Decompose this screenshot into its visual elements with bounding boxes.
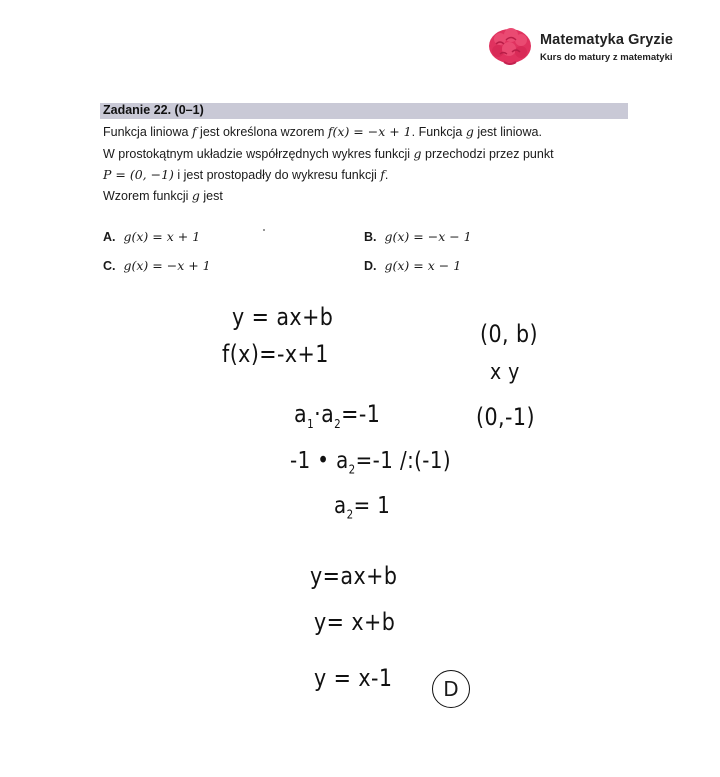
handwritten-line: y = x-1: [314, 664, 393, 692]
text-span: i jest prostopadły do wykresu funkcji: [173, 168, 381, 182]
handwritten-line: y=ax+b: [310, 562, 398, 590]
text-span: Funkcja liniowa: [103, 125, 192, 139]
handwritten-line: f(x)=-x+1: [222, 340, 329, 368]
handwritten-line: [290, 448, 451, 477]
text-span: . Funkcja: [411, 125, 466, 139]
answer-letter: B.: [364, 230, 377, 244]
math-g: g: [465, 124, 474, 139]
hw-subscript: 2: [346, 507, 354, 522]
text-span: jest określona wzorem: [196, 125, 328, 139]
stray-dot: [263, 229, 265, 231]
hw-part: a: [321, 400, 335, 428]
brand-logo: [486, 24, 716, 80]
handwritten-note: x y: [490, 360, 520, 385]
handwritten-note: (0, b): [480, 320, 539, 348]
hw-part: -1 • a: [290, 448, 349, 474]
answer-option-a: [103, 229, 200, 244]
answer-expression: g(x) = x − 1: [384, 258, 462, 273]
math-point: P = (0, −1): [103, 167, 174, 182]
task-text-line-3: [103, 167, 388, 182]
answer-option-b: [364, 229, 472, 244]
text-span: przechodzi przez punkt: [421, 147, 554, 161]
handwritten-line: y= x+b: [314, 608, 396, 636]
text-span: jest: [199, 189, 223, 203]
task-text-line-2: [103, 146, 554, 161]
circled-answer-letter: D: [443, 677, 459, 701]
answer-letter: C.: [103, 259, 116, 273]
hw-part: ·: [314, 400, 322, 428]
logo-title: Matematyka Gryzie: [540, 32, 674, 48]
math-g: g: [413, 146, 422, 161]
answer-option-c: [103, 258, 211, 273]
task-header: [100, 103, 628, 119]
text-span: Wzorem funkcji: [103, 189, 192, 203]
handwritten-line: y = ax+b: [232, 303, 334, 331]
handwritten-line: [294, 400, 380, 431]
answer-expression: g(x) = −x + 1: [123, 258, 211, 273]
logo-subtitle: Kurs do matury z matematyki: [540, 52, 673, 63]
task-title: Zadanie 22. (0–1): [103, 103, 204, 117]
hw-subscript: 1: [307, 416, 315, 431]
hw-part: = 1: [353, 493, 391, 519]
brain-icon: [486, 24, 534, 72]
hw-part: a: [334, 493, 347, 519]
answer-expression: g(x) = −x − 1: [384, 229, 472, 244]
hw-part: a: [294, 400, 308, 428]
text-span: jest liniowa.: [473, 125, 542, 139]
answer-letter: D.: [364, 259, 377, 273]
circled-answer: [432, 670, 470, 708]
hw-subscript: 2: [348, 462, 356, 477]
hw-subscript: 2: [334, 416, 342, 431]
math-f: f: [191, 124, 197, 139]
math-formula-f: f(x) = −x + 1: [327, 124, 412, 139]
answer-option-d: [364, 258, 461, 273]
answer-letter: A.: [103, 230, 116, 244]
answer-expression: g(x) = x + 1: [123, 229, 201, 244]
hw-part: =-1 /:(-1): [355, 448, 452, 474]
math-g: g: [191, 188, 200, 203]
text-span: W prostokątnym układzie współrzędnych wykres funkcji: [103, 147, 414, 161]
handwritten-line: [334, 493, 390, 522]
text-span: .: [384, 168, 389, 182]
hw-part: =-1: [341, 400, 381, 428]
handwritten-note: (0,-1): [476, 403, 535, 431]
task-text-line-4: [103, 188, 223, 203]
task-text-line-1: [103, 124, 542, 139]
math-f: f: [380, 167, 385, 182]
